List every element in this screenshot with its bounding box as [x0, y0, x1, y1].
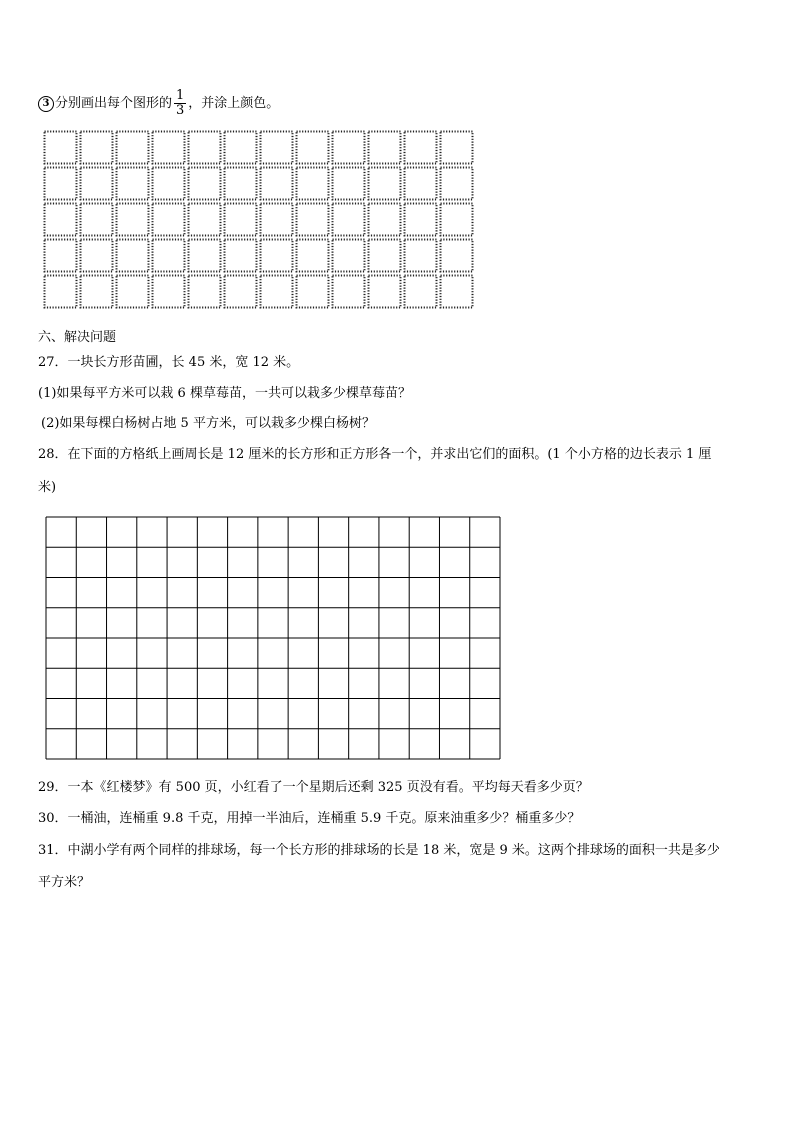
dotted-square — [45, 168, 77, 200]
dotted-square — [153, 240, 185, 272]
dotted-square — [117, 204, 149, 236]
question-31-line-1: 31．中湖小学有两个同样的排球场，每一个长方形的排球场的长是 18 米，宽是 9 米。这两个排球场的面积一共是多少 — [38, 843, 720, 858]
question-27-part-1: (1)如果每平方米可以栽 6 棵草莓苗，一共可以栽多少棵草莓苗？ — [38, 386, 411, 401]
dotted-square — [81, 276, 113, 308]
dotted-square — [117, 132, 149, 164]
dotted-square — [369, 168, 401, 200]
dotted-square — [261, 168, 293, 200]
dotted-square — [261, 240, 293, 272]
dotted-square — [117, 276, 149, 308]
dotted-square — [153, 204, 185, 236]
dotted-square — [333, 204, 365, 236]
dotted-square — [153, 132, 185, 164]
dotted-square — [189, 204, 221, 236]
dotted-square — [405, 132, 437, 164]
dotted-square — [333, 168, 365, 200]
dotted-square — [261, 276, 293, 308]
dotted-square — [189, 240, 221, 272]
dotted-square — [45, 276, 77, 308]
dotted-square — [225, 276, 257, 308]
fraction-denominator: 3 — [176, 103, 185, 118]
question-28-line-2: 米) — [38, 480, 57, 495]
dotted-square — [189, 276, 221, 308]
dotted-square — [297, 204, 329, 236]
dotted-square — [45, 132, 77, 164]
dotted-square — [369, 204, 401, 236]
dotted-square — [405, 240, 437, 272]
dotted-square — [441, 168, 473, 200]
dotted-square — [153, 168, 185, 200]
dotted-square — [369, 276, 401, 308]
dotted-square — [81, 204, 113, 236]
circled-number-marker: 3 — [38, 96, 54, 112]
dotted-square — [81, 168, 113, 200]
fraction-numerator: 1 — [176, 88, 185, 103]
dotted-square — [225, 132, 257, 164]
question-29: 29．一本《红楼梦》有 500 页，小红看了一个星期后还剩 325 页没有看。平均每天看多少页？ — [38, 780, 589, 795]
dotted-square — [153, 276, 185, 308]
q3-text-before: 分别画出每个图形的 — [55, 96, 173, 111]
dotted-square — [225, 204, 257, 236]
question-3-line — [38, 89, 279, 118]
dotted-square — [45, 204, 77, 236]
dotted-square — [441, 276, 473, 308]
question-30: 30．一桶油，连桶重 9.8 千克，用掉一半油后，连桶重 5.9 千克。原来油重多少？桶重多少？ — [38, 811, 581, 826]
fraction-one-third — [174, 89, 186, 118]
dotted-square — [189, 168, 221, 200]
dotted-square — [333, 276, 365, 308]
dotted-square — [369, 240, 401, 272]
dotted-square — [405, 168, 437, 200]
dotted-square — [117, 240, 149, 272]
dotted-square — [369, 132, 401, 164]
dotted-square — [405, 276, 437, 308]
dotted-square — [297, 276, 329, 308]
dotted-square — [297, 240, 329, 272]
dotted-square — [45, 240, 77, 272]
dotted-square — [225, 168, 257, 200]
dotted-square-grid — [43, 130, 475, 312]
dotted-square — [81, 240, 113, 272]
dotted-square — [441, 240, 473, 272]
dotted-square — [333, 240, 365, 272]
question-27-part-2: (2)如果每棵白杨树占地 5 平方米，可以栽多少棵白杨树？ — [41, 416, 375, 431]
dotted-square — [81, 132, 113, 164]
dotted-square — [297, 132, 329, 164]
dotted-square — [441, 204, 473, 236]
dotted-square — [261, 132, 293, 164]
section-title: 六、解决问题 — [38, 330, 117, 345]
dotted-square — [441, 132, 473, 164]
dotted-square — [261, 204, 293, 236]
square-grid-paper — [45, 516, 501, 760]
question-28-line-1: 28．在下面的方格纸上画周长是 12 厘米的长方形和正方形各一个，并求出它们的面积。(1 个小方格的边长表示 1 厘 — [38, 447, 712, 462]
dotted-square — [405, 204, 437, 236]
dotted-square — [225, 240, 257, 272]
q3-text-after: ，并涂上颜色。 — [188, 96, 280, 111]
dotted-square — [117, 168, 149, 200]
question-27-stem: 27．一块长方形苗圃，长 45 米，宽 12 米。 — [38, 355, 300, 370]
dotted-square — [333, 132, 365, 164]
question-31-line-2: 平方米？ — [38, 875, 91, 890]
dotted-square — [297, 168, 329, 200]
dotted-square — [189, 132, 221, 164]
